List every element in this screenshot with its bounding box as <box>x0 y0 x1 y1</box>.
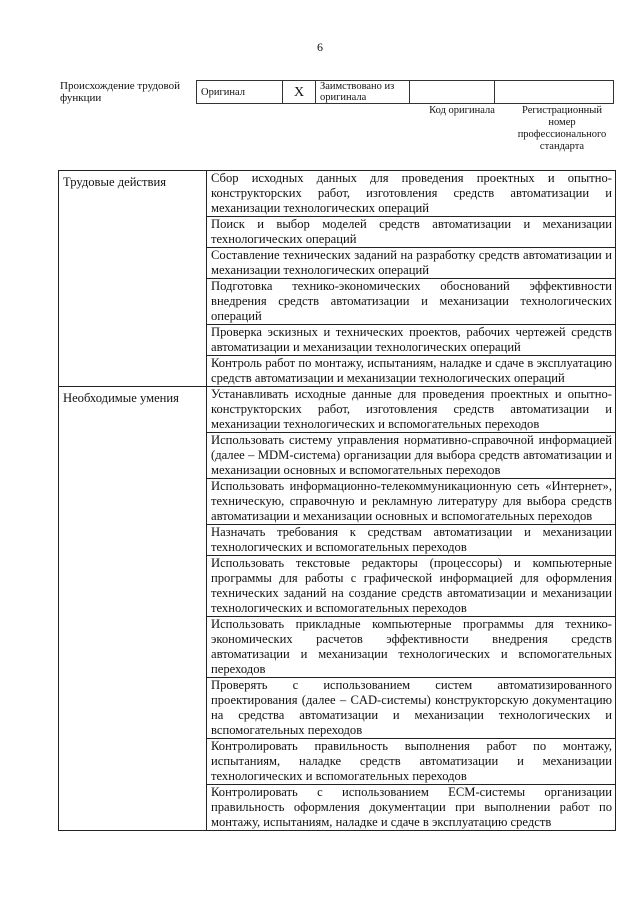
function-table <box>58 170 616 831</box>
origin-borrowed-cell: Заимствовано из оригинала <box>316 81 410 104</box>
origin-mark-cell: X <box>283 81 316 104</box>
labor-action-item: Контроль работ по монтажу, испытаниям, наладке и сдаче в эксплуатацию средств автоматизации и механизации технологических операций <box>207 356 616 387</box>
skill-item: Контролировать с использованием ECM-системы организации правильность оформления документации при выполнении работ по монтажу, испытаниям, наладке и сдаче в эксплуатацию средств <box>207 785 616 831</box>
origin-original-cell: Оригинал <box>197 81 283 104</box>
page-number: 6 <box>317 40 323 54</box>
skills-section <box>59 387 616 831</box>
labor-action-item: Составление технических заданий на разработку средств автоматизации и механизации технологических операций <box>207 248 616 279</box>
skill-item: Устанавливать исходные данные для проведения проектных и опытно-конструкторских работ, изготовления средств автоматизации и механизации технологических и вспомогательных переходов <box>207 387 616 433</box>
skill-item: Использовать текстовые редакторы (процессоры) и компьютерные программы для работы с графической информацией для оформления технических заданий на создание средств автоматизации и механизации технологических и вспомогательных переходов <box>207 556 616 617</box>
origin-reg-cell <box>495 81 614 104</box>
skill-item: Проверять с использованием систем автоматизированного проектирования (далее – CAD-системы) конструкторскую документацию на средства автоматизации и механизации технологических и вспомогательных переходов <box>207 678 616 739</box>
skill-item: Использовать систему управления нормативно-справочной информацией (далее – MDM-система) организации для выбора средств автоматизации и механизации основных и вспомогательных переходов <box>207 433 616 479</box>
skill-item: Использовать информационно-телекоммуникационную сеть «Интернет», техническую, справочную и рекламную литературу для выбора средств автоматизации и механизации основных и вспомогательных переходов <box>207 479 616 525</box>
code-caption: Код оригинала <box>429 105 495 116</box>
labor-action-item: Сбор исходных данных для проведения проектных и опытно-конструкторских работ, изготовления средств автоматизации и механизации технологических операций <box>207 171 616 217</box>
labor-action-item: Поиск и выбор моделей средств автоматизации и механизации технологических операций <box>207 217 616 248</box>
skill-item: Назначать требования к средствам автоматизации и механизации технологических и вспомогательных переходов <box>207 525 616 556</box>
origin-table <box>196 80 614 104</box>
skill-item: Контролировать правильность выполнения работ по монтажу, испытаниям, наладке средств автоматизации и механизации технологических и вспомогательных переходов <box>207 739 616 785</box>
origin-code-cell <box>410 81 495 104</box>
labor-actions-heading: Трудовые действия <box>59 171 207 387</box>
labor-actions-section <box>59 171 616 387</box>
labor-action-item: Подготовка технико-экономических обоснований эффективности внедрения средств автоматизации и механизации технологических операций <box>207 279 616 325</box>
reg-number-caption: Регистрационный номер профессионального стандарта <box>517 105 607 152</box>
skill-item: Использовать прикладные компьютерные программы для технико-экономических расчетов эффективности внедрения средств автоматизации и механизации технологических и вспомогательных переходов <box>207 617 616 678</box>
labor-action-item: Проверка эскизных и технических проектов, рабочих чертежей средств автоматизации и механизации технологических операций <box>207 325 616 356</box>
skills-heading: Необходимые умения <box>59 387 207 831</box>
origin-label: Происхождение трудовой функции <box>60 80 181 104</box>
